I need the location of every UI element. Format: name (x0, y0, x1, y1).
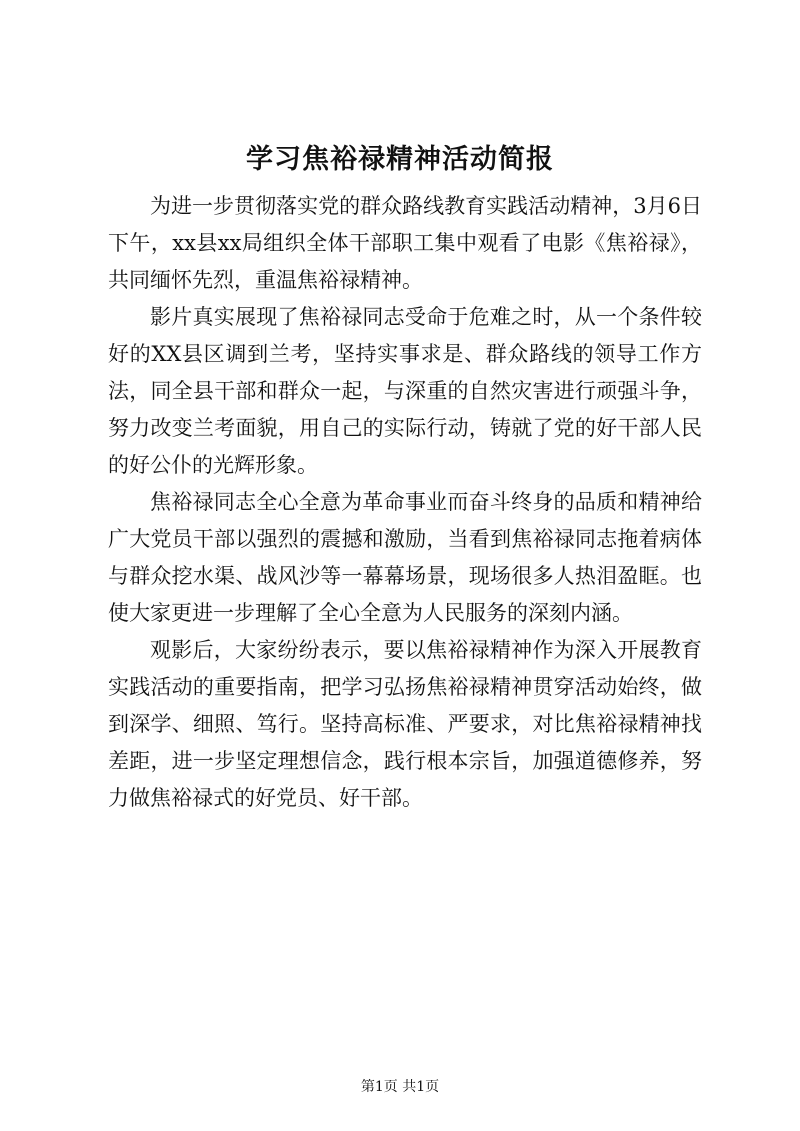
paragraph-3: 焦裕禄同志全心全意为革命事业而奋斗终身的品质和精神给广大党员干部以强烈的震撼和激励，当看到焦裕禄同志拖着病体与群众挖水渠、战风沙等一幕幕场景，现场很多人热泪盈眶。也使大家更进一步理解了全心全意为人民服务的深刻内涵。 (108, 490, 702, 625)
paragraph-2: 影片真实展现了焦裕禄同志受命于危难之时，从一个条件较好的XX县区调到兰考，坚持实事求是、群众路线的领导工作方法，同全县干部和群众一起，与深重的自然灾害进行顽强斗争，努力改变兰考面貌，用自己的实际行动，铸就了党的好干部人民的好公仆的光辉形象。 (108, 305, 702, 477)
paragraph-4: 观影后，大家纷纷表示，要以焦裕禄精神作为深入开展教育实践活动的重要指南，把学习弘扬焦裕禄精神贯穿活动始终，做到深学、细照、笃行。坚持高标准、严要求，对比焦裕禄精神找差距，进一步坚定理想信念，践行根本宗旨，加强道德修养，努力做焦裕禄式的好党员、好干部。 (108, 638, 702, 810)
document-body (108, 188, 702, 817)
document-title: 学习焦裕禄精神活动简报 (246, 144, 554, 175)
paragraph-1: 为进一步贯彻落实党的群众路线教育实践活动精神，3月6日下午，xx县xx局组织全体干部职工集中观看了电影《焦裕禄》，共同缅怀先烈，重温焦裕禄精神。 (108, 194, 702, 292)
page-footer: 第1页 共1页 (360, 1079, 440, 1095)
